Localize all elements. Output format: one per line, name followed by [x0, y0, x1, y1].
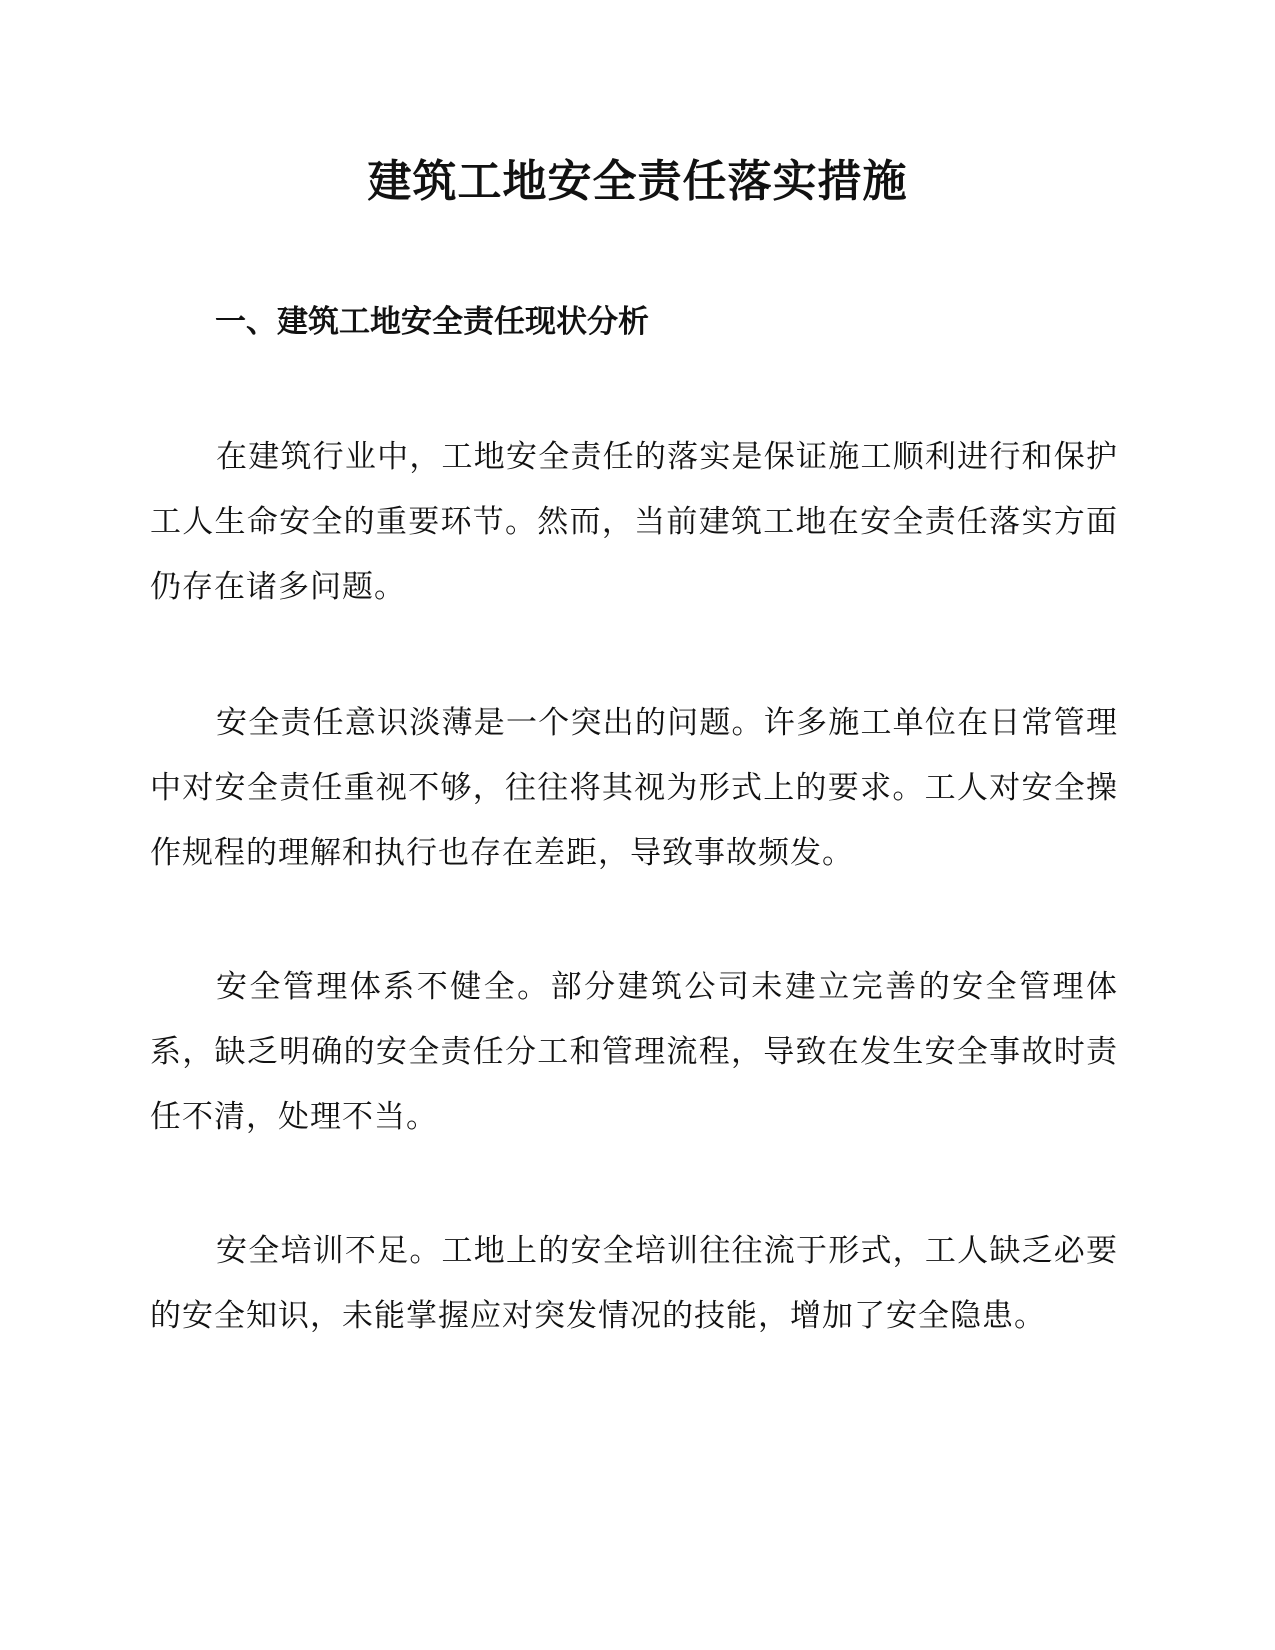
paragraph-4: 安全培训不足。工地上的安全培训往往流于形式，工人缺乏必要的安全知识，未能掌握应对突发情况的技能，增加了安全隐患。: [150, 1233, 1118, 1334]
paragraph-2: 安全责任意识淡薄是一个突出的问题。许多施工单位在日常管理中对安全责任重视不够，往往将其视为形式上的要求。工人对安全操作规程的理解和执行也存在差距，导致事故频发。: [150, 705, 1118, 871]
section-heading: 一、建筑工地安全责任现状分析: [215, 304, 649, 340]
paragraph-3: 安全管理体系不健全。部分建筑公司未建立完善的安全管理体系，缺乏明确的安全责任分工和管理流程，导致在发生安全事故时责任不清，处理不当。: [150, 969, 1118, 1135]
document-title: 建筑工地安全责任落实措施: [367, 156, 908, 207]
paragraph-1: 在建筑行业中，工地安全责任的落实是保证施工顺利进行和保护工人生命安全的重要环节。然而，当前建筑工地在安全责任落实方面仍存在诸多问题。: [150, 439, 1118, 605]
